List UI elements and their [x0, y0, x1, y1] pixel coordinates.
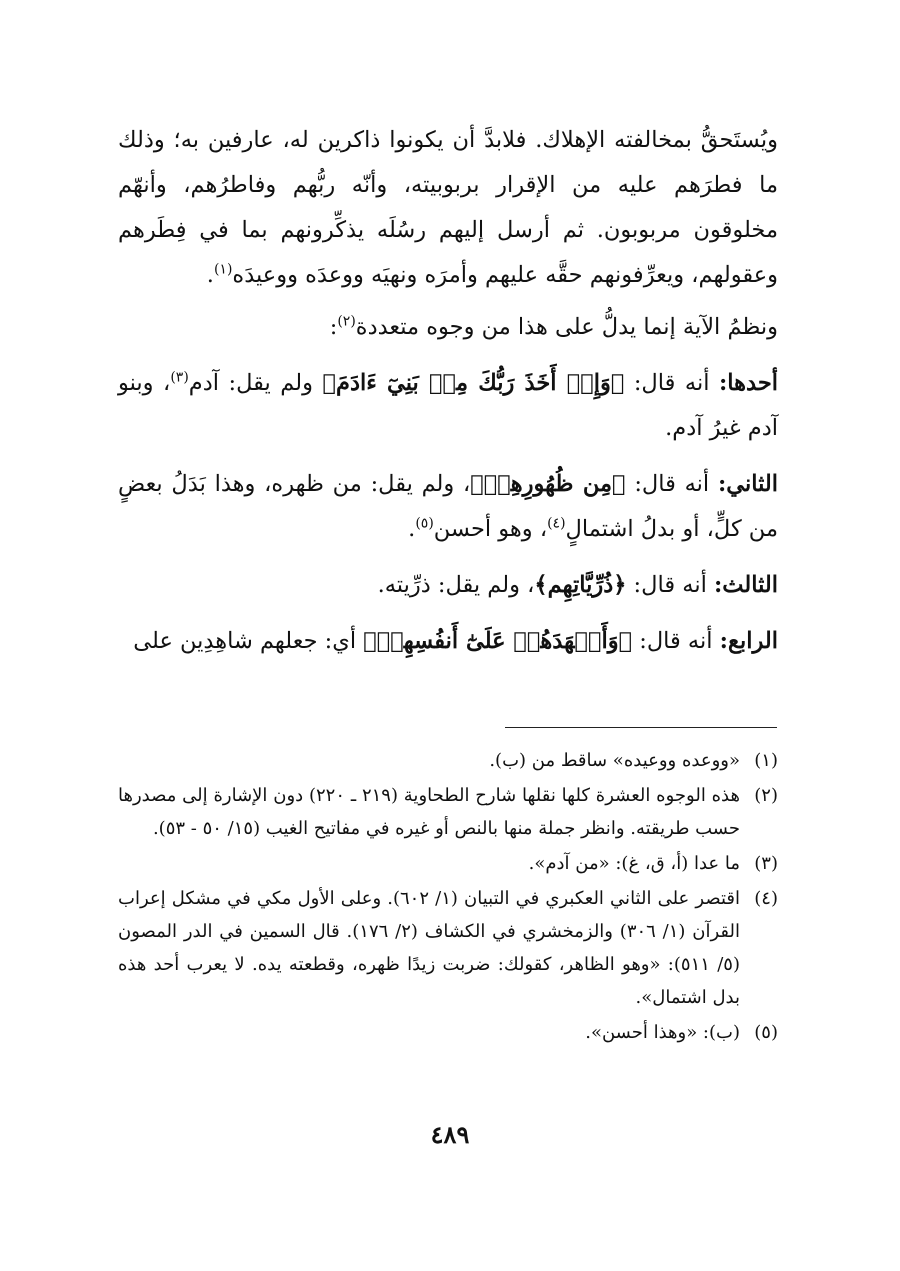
third-label: الثالث:	[713, 572, 778, 598]
footnote-1	[118, 744, 778, 777]
footnote-number: (٥)	[754, 1022, 778, 1043]
paragraph-third	[118, 563, 778, 608]
footnote-number: (٤)	[754, 888, 778, 909]
third-text-b: ، ولم يقل: ذرِّيته.	[377, 572, 535, 598]
footnote-ref-2[interactable]: (٢)	[337, 313, 356, 330]
first-text-b: ولم يقل: آدم	[188, 370, 323, 396]
fourth-text-a: أنه قال:	[632, 628, 720, 654]
footnote-number: (٣)	[754, 853, 778, 874]
footnote-3	[118, 847, 778, 880]
paragraph-aspects-intro	[118, 305, 778, 350]
footnote-text: اقتصر على الثاني العكبري في التبيان (١/ ٦٠٢). وعلى الأول مكي في مشكل إعراب القرآن (١/ ٣٠٦) والزمخشري في الكشاف (٢/ ١٧٦). قال السمين في الدر المصون (٥/ ٥١١): «وهو الظاهر، كقولك: ضربت زيدًا ظهره، وقطعته يده. لا يعرب أحد هذه بدل اشتمال».	[118, 888, 740, 1008]
paragraph-intro	[118, 118, 778, 298]
paragraph-aspects-text: ونظمُ الآية إنما يدلُّ على هذا من وجوه متعددة	[355, 314, 778, 340]
second-text-b: ، ولم يقل: من ظهره، وهذا بَدَلُ بعضٍ من كلٍّ، أو بدلُ اشتمالٍ	[118, 471, 778, 542]
footnote-text: ما عدا (أ، ق، غ): «من آدم».	[528, 853, 740, 874]
paragraph-intro-text: ويُستَحقُّ بمخالفته الإهلاك. فلابدَّ أن يكونوا ذاكرين له، عارفين به؛ وذلك ما فطرَهم عليه من الإقرار بربوبيته، وأنّه ربُّهم وفاطرُهم، وأنهّم مخلوقون مربوبون. ثم أرسل إليهم رسُلَه يذكِّرونهم بما في فِطَرهم وعقولهم، ويعرِّفونهم حقَّه عليهم وأمرَه ونهيَه ووعدَه ووعيدَه	[118, 127, 778, 288]
paragraph-aspects-end: :	[329, 314, 338, 340]
page-number: ٤٨٩	[430, 1120, 470, 1149]
first-verse: ﴿وَإِذۡ أَخَذَ رَبُّكَ مِنۢ بَنِيٓ ءَادَمَ﴾	[322, 370, 625, 396]
paragraph-intro-end: .	[206, 262, 214, 288]
fourth-verse: ﴿وَأَشۡهَدَهُمۡ عَلَىٰٓ أَنفُسِهِمۡ﴾	[363, 628, 633, 654]
footnote-number: (١)	[754, 750, 778, 771]
paragraph-second	[118, 462, 778, 552]
second-text-a: أنه قال:	[625, 471, 718, 497]
footnote-text: «ووعده ووعيده» ساقط من (ب).	[489, 750, 740, 771]
paragraph-first	[118, 361, 778, 451]
footnote-ref-4[interactable]: (٤)	[547, 515, 566, 532]
footnote-5	[118, 1016, 778, 1049]
footnotes	[118, 744, 778, 1051]
footnote-2	[118, 779, 778, 845]
second-verse: ﴿مِن ظُهُورِهِمۡ﴾	[470, 471, 626, 497]
footnote-divider	[505, 727, 777, 728]
third-text-a: أنه قال:	[626, 572, 714, 598]
first-label: أحدها:	[719, 370, 778, 396]
second-label: الثاني:	[717, 471, 779, 497]
main-text	[118, 118, 778, 664]
second-text-c: ، وهو أحسن	[433, 516, 548, 542]
footnote-4	[118, 882, 778, 1014]
first-text-c: ، وبنو آدم غيرُ آدم.	[118, 370, 778, 441]
second-text-d: .	[408, 516, 416, 542]
footnote-number: (٢)	[754, 785, 778, 806]
first-text-a: أنه قال:	[624, 370, 719, 396]
fourth-label: الرابع:	[719, 628, 778, 654]
third-verse: ﴿ذُرِّيَّاتِهِم﴾	[534, 572, 627, 598]
footnote-ref-3[interactable]: (٣)	[170, 369, 189, 386]
footnote-ref-5[interactable]: (٥)	[415, 515, 434, 532]
footnote-text: هذه الوجوه العشرة كلها نقلها شارح الطحاوية (٢١٩ ـ ٢٢٠) دون الإشارة إلى مصدرها حسب طريقته. وانظر جملة منها بالنص أو غيره في مفاتيح الغيب (١٥/ ٥٠ - ٥٣).	[118, 785, 741, 839]
paragraph-fourth	[118, 619, 778, 664]
footnote-ref-1[interactable]: (١)	[213, 261, 233, 278]
footnote-text: (ب): «وهذا أحسن».	[585, 1022, 740, 1043]
fourth-text-b: أي: جعلهم شاهِدِين على	[133, 628, 364, 654]
